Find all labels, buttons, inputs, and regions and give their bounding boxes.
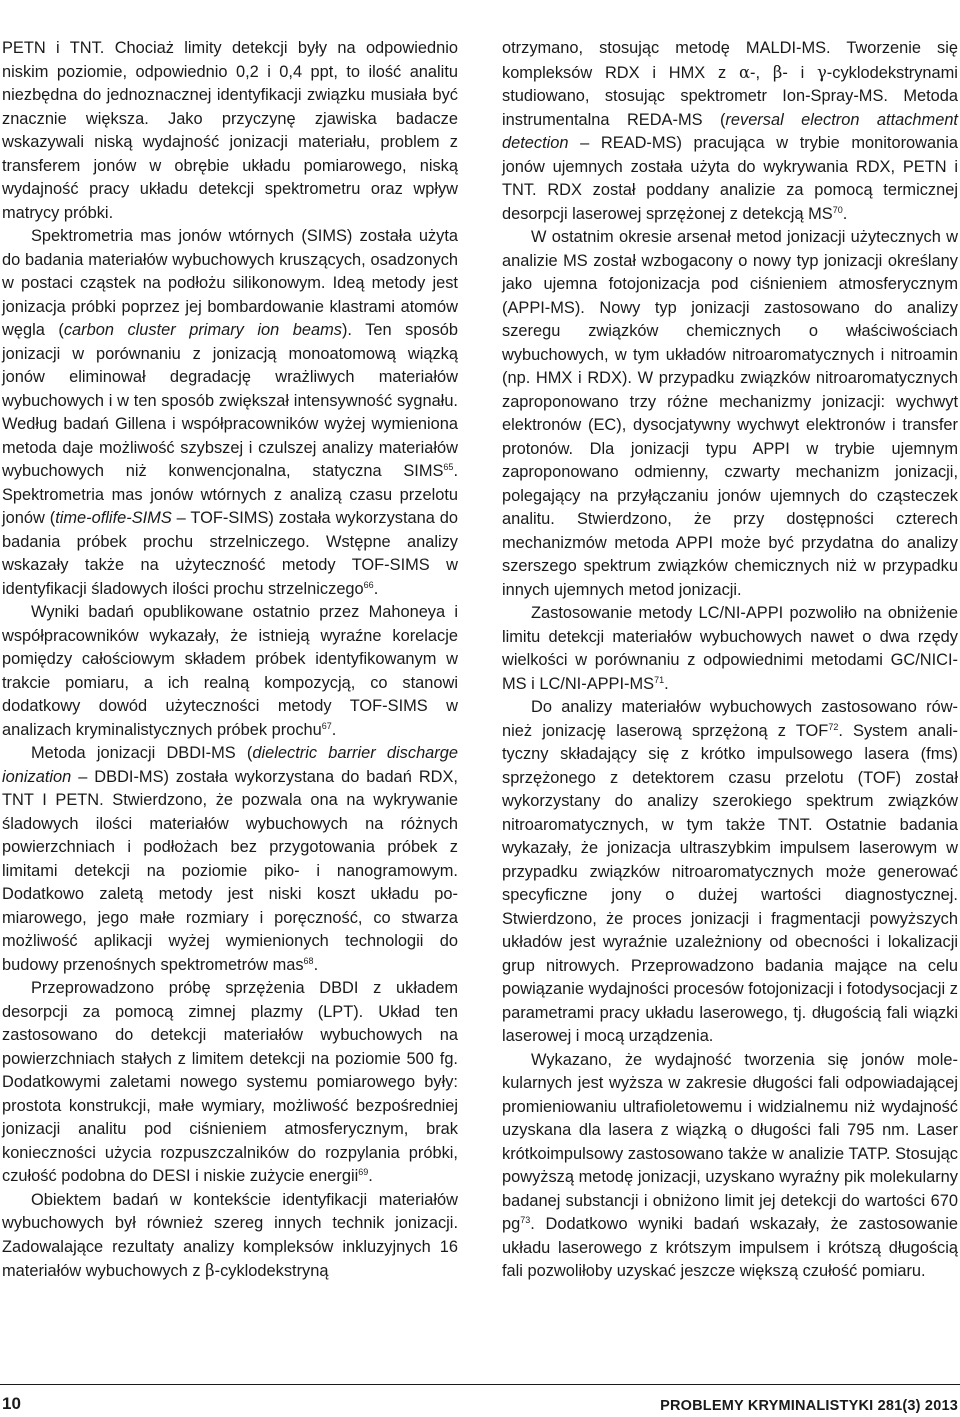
text-run: . xyxy=(664,674,669,693)
paragraph xyxy=(502,696,958,1049)
italic-term: reversal electron attachment detection xyxy=(502,110,958,152)
text-run: – READ-MS) pracująca w trybie monitorowania jonów ujemnych została użyta do wykrywania RDX, PETN i TNT. RDX został poddany analizie za pomocą termicznej desorpcji laserowej sprzężonej z detekcją MS xyxy=(502,134,958,223)
text-run: Obiektem badań w kontekście identyfikacji materiałów wybuchowych był również szereg innych technik jonizacji. Zadowalające rezultaty analizy kompleksów inkluzyjnych 16 materiałów wybuchowych z xyxy=(2,1190,458,1280)
text-run: otrzymano, stosując metodę MALDI-MS. Tworzenie się kompleksów RDX i HMX z xyxy=(502,39,958,82)
italic-term: dielectric barrier discharge ionization xyxy=(2,744,458,786)
text-run: Metoda jonizacji DBDI-MS ( xyxy=(31,744,253,762)
italic-term: carbon cluster primary ion beams xyxy=(63,321,342,339)
text-run: W ostatnim okresie arsenał metod jonizacji użytecznych w analizie MS został wzbogacony o nowy typ jonizacji określany jako ujemna fotojonizacja pod ciśnieniem atmosferycznym (APPI-MS). Nowy typ jonizacji zastosowano do analizy szeregu związków chemicznych o właściwościach wybuchowych, w tym układów nitroaromatycznych i nitroamin (np. HMX i RDX). W przypadku związków nitroaromatycznych zaproponowano trzy różne mechanizmy jonizacji: wychwyt elektronów (EC), dysocjatywny wychwyt elektronów i transfer protonów. Dla jonizacji typu APPI w trybie ujemnym zaproponowano odmienny, czwarty mechanizm jonizacji, polegający na przyłączaniu jonów ujemnych do cząsteczek analitu. Stwierdzono, że przy dostępności czterech mechanizmów metoda APPI może być przydatna do analizy szerszego spektrum związków chemicznych niż w przypadku innych ujemnych metod jonizacji. xyxy=(502,228,958,599)
italic-term: time-oflife-SIMS xyxy=(55,509,172,527)
footnote-reference: 70 xyxy=(832,204,843,215)
left-text-column xyxy=(2,37,458,1284)
paragraph xyxy=(502,1049,958,1284)
text-run: PETN i TNT. Chociaż limity detekcji były na odpowiednio niskim poziomie, odpowiednio 0,2 i 0,4 ppt, to ilość analitu niezbędna do jednoznacznej identyfikacji związku musiała być znacznie większa. Jako przyczynę zjawiska badacze wskazywali niską wydajność jonizacji materiału, problem z transferem jonów w obrębie układu pomiarowego, niską wydajność pracy układu detekcji spektrometru oraz wpływ matrycy próbki. xyxy=(2,39,458,222)
greek-symbol: γ xyxy=(817,62,827,82)
footnote-reference: 71 xyxy=(654,674,665,685)
text-run: Wyniki badań opublikowane ostatnio przez Mahoneya i współpracowników wykazały, że istnieją wyraźne korelacje pomiędzy całościowym składem próbek identyfikowanym w trakcie pomiaru, a ich realną kompozycją, co stanowi dodatkowy dowód użyteczności metody TOF-SIMS w analizach kryminalistycznych próbek prochu xyxy=(2,603,458,739)
text-run: . xyxy=(373,579,379,598)
journal-title: PROBLEMY KRYMINALISTYKI 281(3) 2013 xyxy=(660,1398,958,1414)
text-run: - i xyxy=(782,63,817,82)
footnote-reference: 66 xyxy=(363,579,374,590)
text-run: . xyxy=(331,720,337,739)
text-run: -cyklodekstrynami studiowano, stosując spektrometr Ion-Spray-MS. Metoda instrumentalna REDA-MS ( xyxy=(502,63,958,129)
greek-symbol: β xyxy=(772,62,783,82)
text-run: -cyklodekstryną xyxy=(214,1262,329,1280)
text-run: ). Ten sposób jonizacji w porównaniu z jonizacją monoatomową wiązką jonów eliminował degradację wrażliwych materiałów wybuchowych i w ten sposób zwiększał intensywność sygnału. Według badań Gillena i współpracowników wyżej wymieniona metoda daje możliwość szybszej i czulszej analizy materiałów wybuchowych niż konwencjonalna, statyczna SIMS xyxy=(2,321,458,480)
paragraph xyxy=(502,602,958,696)
paragraph xyxy=(2,1189,458,1284)
text-run: . Spektrometria mas jonów wtórnych z analizą czasu przelotu jonów ( xyxy=(2,462,458,527)
text-run: . xyxy=(368,1167,373,1185)
text-run: – DBDI-MS) została wykorzystana do badań RDX, TNT I PETN. Stwierdzono, że pozwala ona na wykrywanie śladowych ilości materiałów wybuchowych na różnych powierzchniach i podłożach bez przygotowania próbek z limitami detekcji na poziomie piko- i nanogramowym. Dodatkowo zaletą metody jest niski koszt układu pomiarowego, jego małe rozmiary i poręczność, co stwarza możliwość aplikacji wyżej wymienionych technologii do budowy przenośnych spektrometrów mas xyxy=(2,767,458,974)
footnote-reference: 72 xyxy=(828,721,839,732)
text-run: Zastosowanie metody LC/NI-APPI pozwoliło na obniżenie limitu detekcji materiałów wybuchowych nawet o dwa rzędy wielkości w porównaniu z odpowiednimi metodami GC/NICI-MS i LC/NI-APPI-MS xyxy=(502,604,958,693)
footnote-reference: 67 xyxy=(321,720,332,731)
text-run: . System analityczny składający się z krótko impulsowego lasera (fms) sprzężonego z detektorem czasu przelotu (TOF) został wykorzystany do analizy szerokiego spektrum związków nitroaromatycznych, w tym także TNT. Ostatnie badania wykazały, że jonizacja ultraszybkim impulsem laserowym w przypadku związków nitroaromatycznych może generować specyficzne jony o dużej wartości diagnostycznej. Stwierdzono, że proces jonizacji i fragmentacji powyższych układów jest wyraźnie uzależniony od obecności i lokalizacji grup nitrowych. Przeprowadzono badania mające na celu powiązanie wydajności procesów fotojonizacji i fotodysocjacji z parametrami pracy układu laserowego, tj. długością fali wiązki laserowej i mocą urządzenia. xyxy=(502,721,958,1045)
paragraph xyxy=(2,601,458,742)
paragraph xyxy=(2,225,458,601)
paragraph xyxy=(2,977,458,1189)
right-text-column xyxy=(502,37,958,1284)
footer-divider xyxy=(0,1384,960,1385)
footnote-reference: 65 xyxy=(443,462,454,472)
text-run: Wykazano, że wydajność tworzenia się jonów molekularnych jest wyższa w zakresie długości fali odpowiadającej promieniowaniu ultrafioletowemu i widzialnemu niż wydajność uzyskana dla lasera z wiązką o długości fali 795 nm. Laser krótkoimpulsowy zastosowano także w analizie TATP. Stosując powyższą metodę jonizacji, uzyskano wyraźny pik molekularny badanej substancji i obniżono limit jej detekcji do wartości 670 pg xyxy=(502,1050,958,1233)
paragraph xyxy=(502,226,958,602)
footnote-reference: 68 xyxy=(303,955,314,966)
footnote-reference: 69 xyxy=(358,1167,369,1177)
page-number: 10 xyxy=(2,1394,21,1413)
text-run: Spektrometria mas jonów wtórnych (SIMS) została użyta do badania materiałów wybuchowych kruszących, osadzonych w postaci cząstek na podłożu silikonowym. Ideą metody jest jonizacja próbki poprzez jej bombardowanie klastrami atomów węgla ( xyxy=(2,227,458,339)
text-run: Przeprowadzono próbę sprzężenia DBDI z układem desorpcji za pomocą zimnej plazmy (LPT). Układ ten zastosowano do detekcji materiałów wybuchowych na powierzchniach stałych z limitem detekcji na poziomie 500 fg. Dodatkowymi zaletami nowego systemu pomiarowego były: prostota konstrukcji, małe wymiary, możliwość bezpośredniej jonizacji analitu pod ciśnieniem atmosferycznym, brak konieczności użycia rozpuszczalników do rozpylania próbki, czułość podobna do DESI i niskie zużycie energii xyxy=(2,979,458,1185)
paragraph xyxy=(2,37,458,225)
greek-symbol: β xyxy=(205,1261,215,1280)
paragraph xyxy=(502,37,958,226)
footnote-reference: 73 xyxy=(520,1215,531,1225)
text-run: . xyxy=(842,204,848,223)
text-run: . xyxy=(313,955,319,974)
text-run: -, xyxy=(750,63,773,82)
text-run: Do analizy materiałów wybuchowych zastosowano również jonizację laserową sprzężoną z TOF xyxy=(502,698,958,740)
text-run: – TOF-SIMS) została wykorzystana do badania próbek prochu strzelniczego. Wstępne analizy wskazały także na użyteczność metody TOF-SIMS w identyfikacji śladowych ilości prochu strzelniczego xyxy=(2,509,458,598)
text-run: . Dodatkowo wyniki badań wskazały, że zastosowanie układu laserowego z krótszym impulsem i krótszą długością fali pozwoliłoby uzyskać jeszcze większą czułość pomiaru. xyxy=(502,1215,958,1280)
paragraph xyxy=(2,742,458,977)
greek-symbol: α xyxy=(738,62,751,82)
